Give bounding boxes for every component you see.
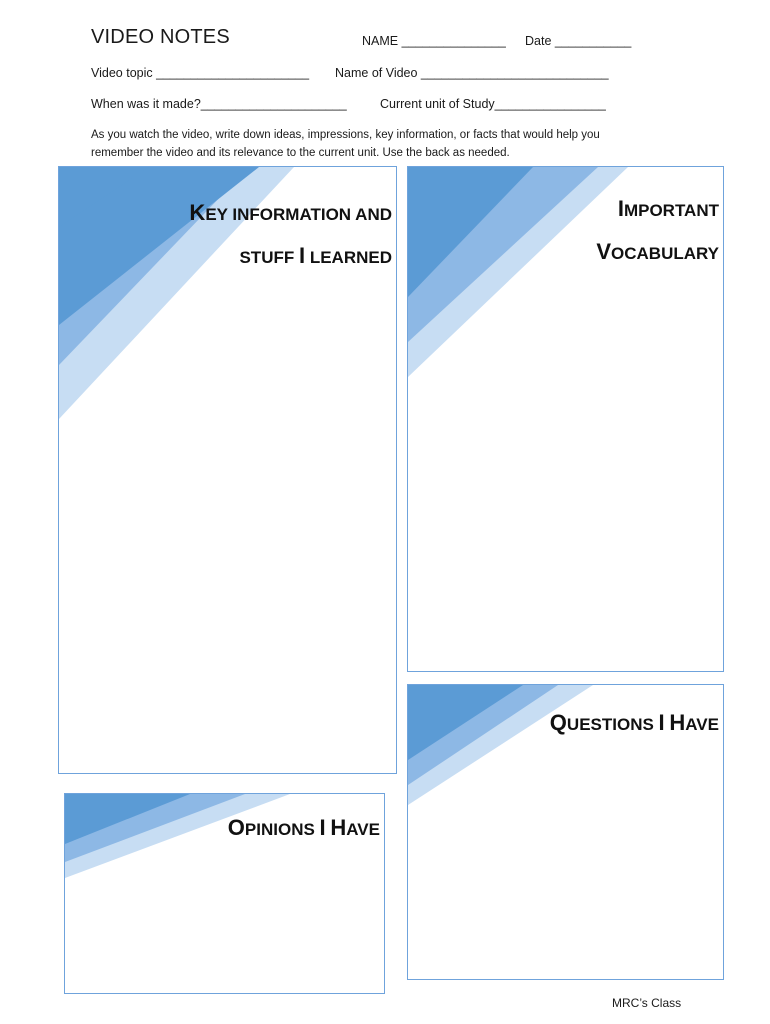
questions-box[interactable]	[407, 684, 724, 980]
opinions-box[interactable]	[64, 793, 385, 994]
vocabulary-heading: IMPORTANT VOCABULARY	[596, 196, 719, 264]
when-made-field-label[interactable]: When was it made?_____________________	[91, 97, 347, 111]
current-unit-field-label[interactable]: Current unit of Study________________	[380, 97, 606, 111]
key-information-heading: KEY INFORMATION AND STUFF I LEARNED	[189, 200, 392, 268]
instructions-line-1: As you watch the video, write down ideas, impressions, key information, or facts that would help you	[91, 129, 600, 141]
page-title: VIDEO NOTES	[91, 26, 230, 48]
date-field-label[interactable]: Date ___________	[525, 34, 632, 48]
footer-class-label: MRC’s Class	[612, 996, 682, 1010]
opinions-heading: OPINIONS I HAVE	[227, 815, 380, 840]
name-field-label[interactable]: NAME _______________	[362, 34, 506, 48]
questions-heading: QUESTIONS I HAVE	[549, 710, 719, 735]
name-of-video-field-label[interactable]: Name of Video ___________________________	[335, 66, 609, 80]
instructions-line-2: remember the video and its relevance to the current unit. Use the back as needed.	[91, 147, 510, 159]
vocabulary-box[interactable]	[407, 166, 724, 672]
video-topic-field-label[interactable]: Video topic ______________________	[91, 66, 310, 80]
key-information-box[interactable]	[58, 166, 397, 774]
instructions	[91, 126, 691, 162]
